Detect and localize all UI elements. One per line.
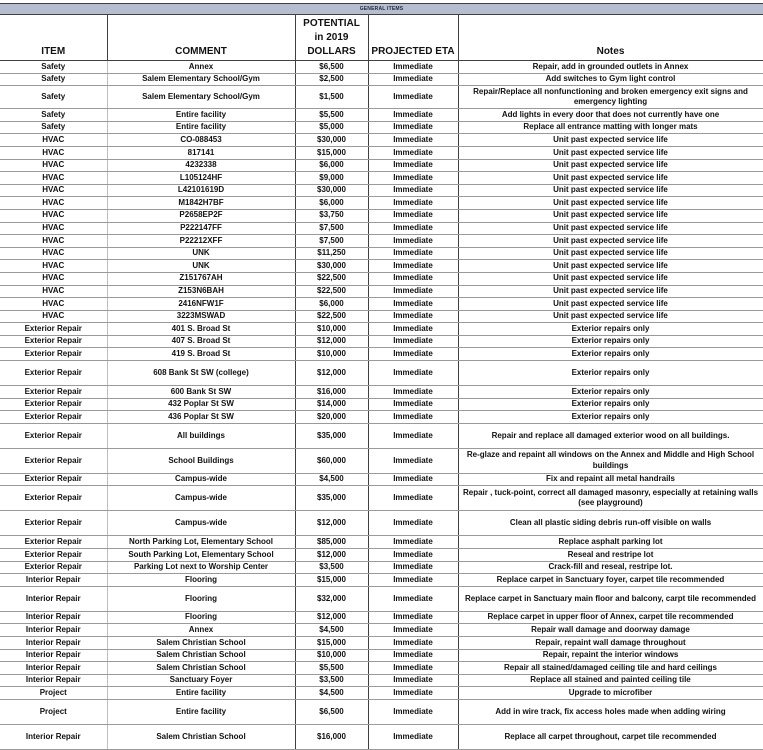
cell-potential-cost[interactable]: $15,000	[295, 637, 368, 650]
cell-potential-cost[interactable]: $85,000	[295, 536, 368, 549]
cell-notes[interactable]: Unit past expected service life	[458, 298, 763, 311]
cell-notes[interactable]: Repair/Replace all nonfunctioning and broken emergency exit signs and emergency lighting	[458, 86, 763, 109]
table-row	[0, 662, 763, 675]
table-row	[0, 260, 763, 273]
table-row	[0, 73, 763, 86]
table-row	[0, 159, 763, 172]
cell-potential-cost[interactable]: $14,000	[295, 398, 368, 411]
cell-potential-cost[interactable]: $7,500	[295, 235, 368, 248]
cell-notes[interactable]: Upgrade to microfiber	[458, 687, 763, 700]
cell-item[interactable]: HVAC	[0, 222, 107, 235]
table-row	[0, 121, 763, 134]
cell-potential-cost[interactable]: $30,000	[295, 134, 368, 147]
cell-item[interactable]: HVAC	[0, 209, 107, 222]
cell-notes[interactable]: Exterior repairs only	[458, 398, 763, 411]
cell-item[interactable]: Safety	[0, 121, 107, 134]
table-body	[0, 61, 763, 750]
cell-potential-cost[interactable]: $5,500	[295, 109, 368, 122]
cell-potential-cost[interactable]: $3,750	[295, 209, 368, 222]
cell-projected-eta[interactable]: Immediate	[368, 586, 458, 611]
table-row	[0, 197, 763, 210]
table-row	[0, 473, 763, 486]
cell-comment[interactable]: School Buildings	[107, 448, 295, 473]
cell-comment[interactable]: 2416NFW1F	[107, 298, 295, 311]
cell-projected-eta[interactable]: Immediate	[368, 423, 458, 448]
cell-item[interactable]: HVAC	[0, 272, 107, 285]
cell-projected-eta[interactable]: Immediate	[368, 511, 458, 536]
cell-projected-eta[interactable]: Immediate	[368, 561, 458, 574]
cell-item[interactable]: Exterior Repair	[0, 511, 107, 536]
header-item[interactable]: ITEM	[0, 15, 107, 61]
cell-item[interactable]: HVAC	[0, 172, 107, 185]
cell-projected-eta[interactable]: Immediate	[368, 86, 458, 109]
cell-notes[interactable]: Unit past expected service life	[458, 209, 763, 222]
cell-item[interactable]: Safety	[0, 73, 107, 86]
cell-potential-cost[interactable]: $4,500	[295, 687, 368, 700]
cell-potential-cost[interactable]: $6,000	[295, 197, 368, 210]
cell-projected-eta[interactable]: Immediate	[368, 348, 458, 361]
cell-item[interactable]: HVAC	[0, 159, 107, 172]
table-row	[0, 536, 763, 549]
cell-item[interactable]: HVAC	[0, 184, 107, 197]
cell-comment[interactable]: M1842H7BF	[107, 197, 295, 210]
cell-notes[interactable]: Unit past expected service life	[458, 146, 763, 159]
cell-comment[interactable]: Flooring	[107, 611, 295, 624]
cell-potential-cost[interactable]: $12,000	[295, 361, 368, 386]
cell-item[interactable]: Exterior Repair	[0, 335, 107, 348]
table-row	[0, 386, 763, 399]
cell-projected-eta[interactable]: Immediate	[368, 61, 458, 74]
cell-projected-eta[interactable]: Immediate	[368, 386, 458, 399]
cell-notes[interactable]: Unit past expected service life	[458, 260, 763, 273]
table-row	[0, 674, 763, 687]
cell-item[interactable]: Interior Repair	[0, 637, 107, 650]
cell-comment[interactable]: 407 S. Broad St	[107, 335, 295, 348]
cell-comment[interactable]: Campus-wide	[107, 473, 295, 486]
cell-comment[interactable]: 401 S. Broad St	[107, 323, 295, 336]
cell-notes[interactable]: Repair, repaint the interior windows	[458, 649, 763, 662]
cell-projected-eta[interactable]: Immediate	[368, 222, 458, 235]
cell-potential-cost[interactable]: $30,000	[295, 260, 368, 273]
cell-comment[interactable]: Annex	[107, 624, 295, 637]
table-row	[0, 398, 763, 411]
cell-notes[interactable]: Unit past expected service life	[458, 172, 763, 185]
cell-item[interactable]: Exterior Repair	[0, 473, 107, 486]
cell-notes[interactable]: Unit past expected service life	[458, 285, 763, 298]
cell-projected-eta[interactable]: Immediate	[368, 184, 458, 197]
cell-projected-eta[interactable]: Immediate	[368, 121, 458, 134]
cell-potential-cost[interactable]: $12,000	[295, 611, 368, 624]
cell-notes[interactable]: Re-glaze and repaint all windows on the Annex and Middle and High School buildings	[458, 448, 763, 473]
cell-comment[interactable]: Entire facility	[107, 699, 295, 724]
table-row	[0, 561, 763, 574]
cell-item[interactable]: Exterior Repair	[0, 486, 107, 511]
table-row	[0, 574, 763, 587]
cell-potential-cost[interactable]: $4,500	[295, 624, 368, 637]
cell-projected-eta[interactable]: Immediate	[368, 699, 458, 724]
table-row	[0, 134, 763, 147]
cell-comment[interactable]: Campus-wide	[107, 511, 295, 536]
cell-projected-eta[interactable]: Immediate	[368, 361, 458, 386]
cell-notes[interactable]: Replace all carpet throughout, carpet tile recommended	[458, 724, 763, 749]
header-notes[interactable]: Notes	[458, 15, 763, 61]
cell-projected-eta[interactable]: Immediate	[368, 109, 458, 122]
cell-potential-cost[interactable]: $10,000	[295, 323, 368, 336]
table-row	[0, 423, 763, 448]
cell-potential-cost[interactable]: $12,000	[295, 511, 368, 536]
cell-notes[interactable]: Crack-fill and reseal, restripe lot.	[458, 561, 763, 574]
cell-projected-eta[interactable]: Immediate	[368, 724, 458, 749]
cell-notes[interactable]: Unit past expected service life	[458, 184, 763, 197]
cell-item[interactable]: Exterior Repair	[0, 561, 107, 574]
cell-comment[interactable]: All buildings	[107, 423, 295, 448]
cell-potential-cost[interactable]: $10,000	[295, 348, 368, 361]
cell-potential-cost[interactable]: $6,500	[295, 699, 368, 724]
cell-item[interactable]: Safety	[0, 86, 107, 109]
cell-projected-eta[interactable]: Immediate	[368, 674, 458, 687]
cell-item[interactable]: Interior Repair	[0, 574, 107, 587]
cell-potential-cost[interactable]: $6,500	[295, 61, 368, 74]
cell-comment[interactable]: P2658EP2F	[107, 209, 295, 222]
cell-potential-cost[interactable]: $16,000	[295, 724, 368, 749]
table-row	[0, 247, 763, 260]
cell-potential-cost[interactable]: $3,500	[295, 561, 368, 574]
table-row	[0, 298, 763, 311]
cell-comment[interactable]: Salem Christian School	[107, 637, 295, 650]
cell-notes[interactable]: Replace all stained and painted ceiling tile	[458, 674, 763, 687]
cell-item[interactable]: HVAC	[0, 197, 107, 210]
cell-notes[interactable]: Unit past expected service life	[458, 247, 763, 260]
cell-notes[interactable]: Repair , tuck-point, correct all damaged masonry, especially at retaining walls (see playground)	[458, 486, 763, 511]
cell-projected-eta[interactable]: Immediate	[368, 411, 458, 424]
header-row	[0, 15, 763, 61]
cell-comment[interactable]: Flooring	[107, 574, 295, 587]
cell-comment[interactable]: 3223MSWAD	[107, 310, 295, 323]
cell-projected-eta[interactable]: Immediate	[368, 448, 458, 473]
cell-item[interactable]: HVAC	[0, 235, 107, 248]
cell-projected-eta[interactable]: Immediate	[368, 335, 458, 348]
cell-notes[interactable]: Exterior repairs only	[458, 335, 763, 348]
cell-item[interactable]: Exterior Repair	[0, 398, 107, 411]
table-row	[0, 146, 763, 159]
table-row	[0, 184, 763, 197]
cell-item[interactable]: Project	[0, 699, 107, 724]
cell-projected-eta[interactable]: Immediate	[368, 611, 458, 624]
cell-comment[interactable]: L42101619D	[107, 184, 295, 197]
cell-comment[interactable]: North Parking Lot, Elementary School	[107, 536, 295, 549]
table-row	[0, 448, 763, 473]
cell-notes[interactable]: Replace carpet in Sanctuary foyer, carpet tile recommended	[458, 574, 763, 587]
cell-comment[interactable]: P22212XFF	[107, 235, 295, 248]
cell-comment[interactable]: Salem Christian School	[107, 649, 295, 662]
cell-notes[interactable]: Repair, add in grounded outlets in Annex	[458, 61, 763, 74]
cell-item[interactable]: HVAC	[0, 285, 107, 298]
cell-notes[interactable]: Reseal and restripe lot	[458, 549, 763, 562]
cell-comment[interactable]: 4232338	[107, 159, 295, 172]
cell-comment[interactable]: Salem Christian School	[107, 662, 295, 675]
cell-comment[interactable]: 817141	[107, 146, 295, 159]
table-row	[0, 209, 763, 222]
cell-projected-eta[interactable]: Immediate	[368, 285, 458, 298]
cell-projected-eta[interactable]: Immediate	[368, 209, 458, 222]
table-row	[0, 411, 763, 424]
cell-comment[interactable]: Entire facility	[107, 109, 295, 122]
table-row	[0, 323, 763, 336]
table-row	[0, 335, 763, 348]
cell-potential-cost[interactable]: $12,000	[295, 335, 368, 348]
cell-item[interactable]: Safety	[0, 109, 107, 122]
cell-item[interactable]: Exterior Repair	[0, 386, 107, 399]
cell-item[interactable]: HVAC	[0, 247, 107, 260]
section-title-band: GENERAL ITEMS	[0, 4, 763, 15]
cell-projected-eta[interactable]: Immediate	[368, 473, 458, 486]
cell-item[interactable]: Interior Repair	[0, 724, 107, 749]
cell-notes[interactable]: Add switches to Gym light control	[458, 73, 763, 86]
cell-notes[interactable]: Unit past expected service life	[458, 310, 763, 323]
table-row	[0, 611, 763, 624]
table-row	[0, 586, 763, 611]
table-row	[0, 310, 763, 323]
cell-notes[interactable]: Replace carpet in Sanctuary main floor and balcony, carpt tile recommended	[458, 586, 763, 611]
cell-comment[interactable]: Flooring	[107, 586, 295, 611]
cell-notes[interactable]: Unit past expected service life	[458, 159, 763, 172]
cell-item[interactable]: Exterior Repair	[0, 423, 107, 448]
cell-notes[interactable]: Exterior repairs only	[458, 411, 763, 424]
cell-comment[interactable]: 600 Bank St SW	[107, 386, 295, 399]
cell-potential-cost[interactable]: $10,000	[295, 649, 368, 662]
cell-notes[interactable]: Repair and replace all damaged exterior wood on all buildings.	[458, 423, 763, 448]
cell-projected-eta[interactable]: Immediate	[368, 247, 458, 260]
cell-comment[interactable]: P222147FF	[107, 222, 295, 235]
table-row	[0, 687, 763, 700]
cell-projected-eta[interactable]: Immediate	[368, 624, 458, 637]
cell-projected-eta[interactable]: Immediate	[368, 323, 458, 336]
cell-potential-cost[interactable]: $1,500	[295, 86, 368, 109]
table-row	[0, 699, 763, 724]
cell-comment[interactable]: UNK	[107, 247, 295, 260]
cell-notes[interactable]: Exterior repairs only	[458, 361, 763, 386]
cell-potential-cost[interactable]: $2,500	[295, 73, 368, 86]
cell-potential-cost[interactable]: $12,000	[295, 549, 368, 562]
cell-projected-eta[interactable]: Immediate	[368, 637, 458, 650]
cell-comment[interactable]: Salem Christian School	[107, 724, 295, 749]
table-row	[0, 637, 763, 650]
cell-item[interactable]: Interior Repair	[0, 586, 107, 611]
cell-notes[interactable]: Fix and repaint all metal handrails	[458, 473, 763, 486]
cell-projected-eta[interactable]: Immediate	[368, 235, 458, 248]
cell-item[interactable]: Interior Repair	[0, 624, 107, 637]
cell-notes[interactable]: Repair, repaint wall damage throughout	[458, 637, 763, 650]
cell-item[interactable]: Exterior Repair	[0, 348, 107, 361]
cell-notes[interactable]: Unit past expected service life	[458, 134, 763, 147]
cell-projected-eta[interactable]: Immediate	[368, 197, 458, 210]
cell-comment[interactable]: Campus-wide	[107, 486, 295, 511]
cell-comment[interactable]: Parking Lot next to Worship Center	[107, 561, 295, 574]
cell-comment[interactable]: Salem Elementary School/Gym	[107, 73, 295, 86]
cell-notes[interactable]: Clean all plastic siding debris run-off visible on walls	[458, 511, 763, 536]
cell-potential-cost[interactable]: $35,000	[295, 423, 368, 448]
cell-potential-cost[interactable]: $16,000	[295, 386, 368, 399]
cell-comment[interactable]: Sanctuary Foyer	[107, 674, 295, 687]
cell-potential-cost[interactable]: $11,250	[295, 247, 368, 260]
cell-potential-cost[interactable]: $9,000	[295, 172, 368, 185]
cell-projected-eta[interactable]: Immediate	[368, 134, 458, 147]
cell-comment[interactable]: UNK	[107, 260, 295, 273]
table-row	[0, 61, 763, 74]
cell-projected-eta[interactable]: Immediate	[368, 310, 458, 323]
cell-potential-cost[interactable]: $15,000	[295, 574, 368, 587]
cell-projected-eta[interactable]: Immediate	[368, 272, 458, 285]
cell-potential-cost[interactable]: $22,500	[295, 310, 368, 323]
cell-potential-cost[interactable]: $22,500	[295, 272, 368, 285]
cell-projected-eta[interactable]: Immediate	[368, 662, 458, 675]
table-row	[0, 549, 763, 562]
cell-notes[interactable]: Unit past expected service life	[458, 272, 763, 285]
cell-projected-eta[interactable]: Immediate	[368, 172, 458, 185]
cell-notes[interactable]: Repair all stained/damaged ceiling tile and hard ceilings	[458, 662, 763, 675]
cell-item[interactable]: Interior Repair	[0, 662, 107, 675]
cell-item[interactable]: HVAC	[0, 298, 107, 311]
table-row	[0, 486, 763, 511]
cell-potential-cost[interactable]: $35,000	[295, 486, 368, 511]
header-potential[interactable]: POTENTIAL in 2019 DOLLARS	[295, 15, 368, 61]
cell-item[interactable]: HVAC	[0, 146, 107, 159]
cell-item[interactable]: Interior Repair	[0, 649, 107, 662]
cell-notes[interactable]: Exterior repairs only	[458, 323, 763, 336]
cell-comment[interactable]: Annex	[107, 61, 295, 74]
cell-projected-eta[interactable]: Immediate	[368, 574, 458, 587]
cell-item[interactable]: Exterior Repair	[0, 448, 107, 473]
cell-projected-eta[interactable]: Immediate	[368, 649, 458, 662]
cell-item[interactable]: Interior Repair	[0, 611, 107, 624]
cell-potential-cost[interactable]: $5,500	[295, 662, 368, 675]
cell-notes[interactable]: Add lights in every door that does not currently have one	[458, 109, 763, 122]
table-row	[0, 285, 763, 298]
cell-notes[interactable]: Exterior repairs only	[458, 386, 763, 399]
cell-potential-cost[interactable]: $3,500	[295, 674, 368, 687]
cell-comment[interactable]: Z153N6BAH	[107, 285, 295, 298]
cell-item[interactable]: Exterior Repair	[0, 323, 107, 336]
cell-comment[interactable]: Entire facility	[107, 687, 295, 700]
cell-potential-cost[interactable]: $4,500	[295, 473, 368, 486]
cell-potential-cost[interactable]: $32,000	[295, 586, 368, 611]
table-row	[0, 222, 763, 235]
cell-comment[interactable]: 436 Poplar St SW	[107, 411, 295, 424]
cell-notes[interactable]: Replace carpet in upper floor of Annex, carpet tile recommended	[458, 611, 763, 624]
cell-projected-eta[interactable]: Immediate	[368, 536, 458, 549]
cell-potential-cost[interactable]: $7,500	[295, 222, 368, 235]
table-row	[0, 109, 763, 122]
cell-comment[interactable]: 419 S. Broad St	[107, 348, 295, 361]
cell-projected-eta[interactable]: Immediate	[368, 260, 458, 273]
table-row	[0, 624, 763, 637]
cell-item[interactable]: Exterior Repair	[0, 536, 107, 549]
table-row	[0, 361, 763, 386]
cell-potential-cost[interactable]: $60,000	[295, 448, 368, 473]
table-row	[0, 649, 763, 662]
table-row	[0, 272, 763, 285]
cell-item[interactable]: Exterior Repair	[0, 361, 107, 386]
cell-comment[interactable]: Z151767AH	[107, 272, 295, 285]
cell-potential-cost[interactable]: $30,000	[295, 184, 368, 197]
cell-comment[interactable]: Entire facility	[107, 121, 295, 134]
cell-projected-eta[interactable]: Immediate	[368, 687, 458, 700]
cell-notes[interactable]: Repair wall damage and doorway damage	[458, 624, 763, 637]
cell-projected-eta[interactable]: Immediate	[368, 159, 458, 172]
cell-potential-cost[interactable]: $6,000	[295, 298, 368, 311]
general-items-table	[0, 15, 763, 750]
cell-item[interactable]: Project	[0, 687, 107, 700]
cell-potential-cost[interactable]: $5,000	[295, 121, 368, 134]
cell-notes[interactable]: Unit past expected service life	[458, 197, 763, 210]
table-row	[0, 172, 763, 185]
cell-notes[interactable]: Replace all entrance matting with longer mats	[458, 121, 763, 134]
cell-potential-cost[interactable]: $20,000	[295, 411, 368, 424]
header-comment[interactable]: COMMENT	[107, 15, 295, 61]
cell-projected-eta[interactable]: Immediate	[368, 73, 458, 86]
cell-comment[interactable]: 432 Poplar St SW	[107, 398, 295, 411]
cell-item[interactable]: Safety	[0, 61, 107, 74]
cell-projected-eta[interactable]: Immediate	[368, 146, 458, 159]
cell-notes[interactable]: Add in wire track, fix access holes made when adding wiring	[458, 699, 763, 724]
cell-comment[interactable]: South Parking Lot, Elementary School	[107, 549, 295, 562]
cell-potential-cost[interactable]: $6,000	[295, 159, 368, 172]
cell-projected-eta[interactable]: Immediate	[368, 398, 458, 411]
cell-notes[interactable]: Unit past expected service life	[458, 235, 763, 248]
cell-item[interactable]: HVAC	[0, 260, 107, 273]
cell-item[interactable]: HVAC	[0, 310, 107, 323]
cell-projected-eta[interactable]: Immediate	[368, 486, 458, 511]
cell-comment[interactable]: 608 Bank St SW (college)	[107, 361, 295, 386]
cell-notes[interactable]: Replace asphalt parking lot	[458, 536, 763, 549]
cell-comment[interactable]: Salem Elementary School/Gym	[107, 86, 295, 109]
cell-projected-eta[interactable]: Immediate	[368, 298, 458, 311]
cell-comment[interactable]: L105124HF	[107, 172, 295, 185]
table-row	[0, 511, 763, 536]
cell-notes[interactable]: Exterior repairs only	[458, 348, 763, 361]
cell-item[interactable]: Exterior Repair	[0, 411, 107, 424]
cell-notes[interactable]: Unit past expected service life	[458, 222, 763, 235]
cell-potential-cost[interactable]: $15,000	[295, 146, 368, 159]
header-eta[interactable]: PROJECTED ETA	[368, 15, 458, 61]
cell-item[interactable]: Exterior Repair	[0, 549, 107, 562]
cell-potential-cost[interactable]: $22,500	[295, 285, 368, 298]
cell-item[interactable]: Interior Repair	[0, 674, 107, 687]
cell-comment[interactable]: CO-088453	[107, 134, 295, 147]
cell-projected-eta[interactable]: Immediate	[368, 549, 458, 562]
cell-item[interactable]: HVAC	[0, 134, 107, 147]
table-row	[0, 86, 763, 109]
table-row	[0, 348, 763, 361]
table-row	[0, 235, 763, 248]
